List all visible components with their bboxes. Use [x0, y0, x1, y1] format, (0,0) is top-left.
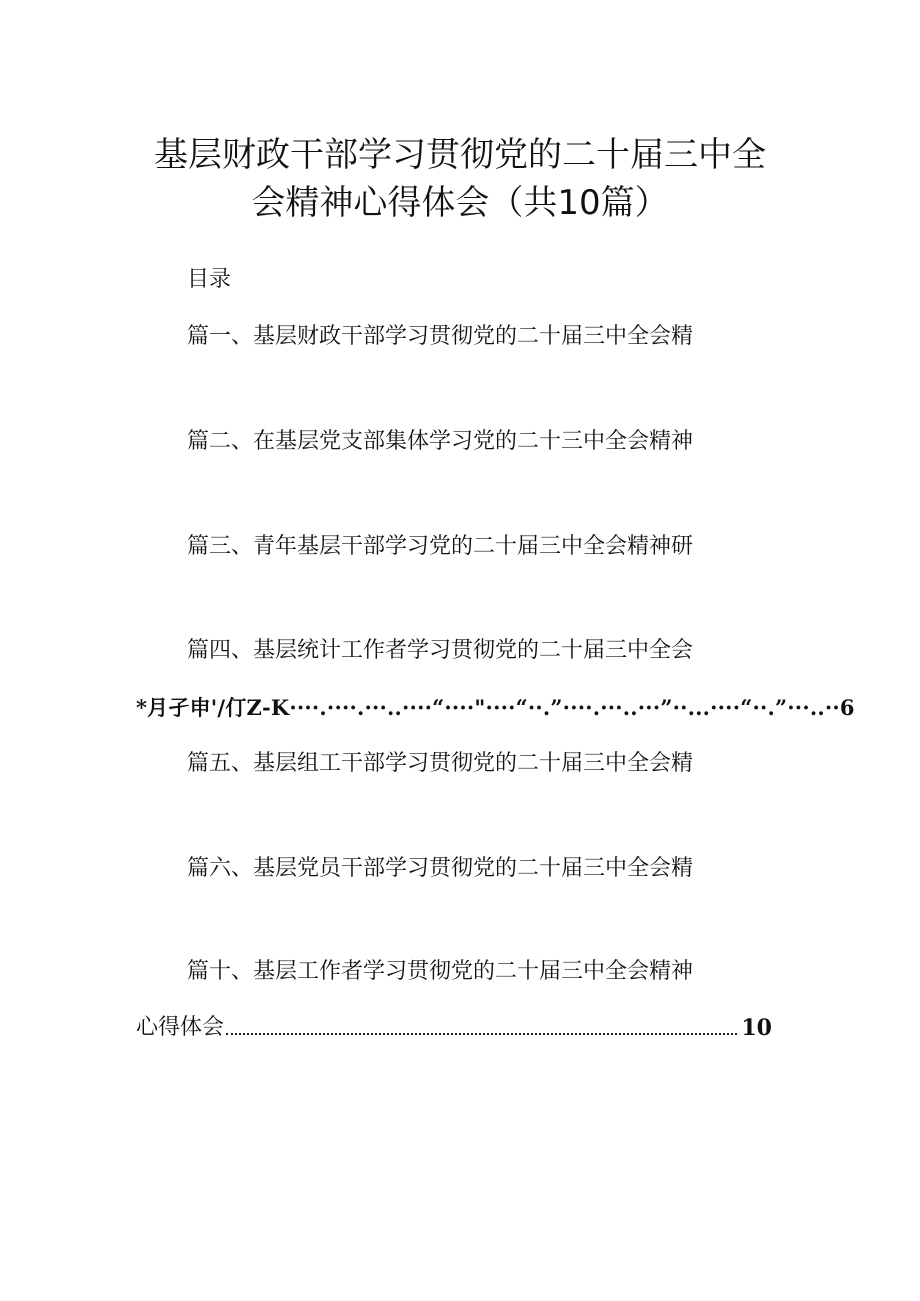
toc-entry-7[interactable]: 篇十、基层工作者学习贯彻党的二十届三中全会精神 — [187, 959, 694, 984]
toc-page-number: 10 — [741, 1015, 772, 1041]
toc-entry-5[interactable]: 篇五、基层组工干部学习贯彻党的二十届三中全会精 — [187, 751, 694, 776]
toc-entry-7-continuation[interactable] — [136, 1013, 772, 1043]
toc-entry-1[interactable]: 篇一、基层财政干部学习贯彻党的二十届三中全会精 — [187, 324, 694, 349]
document-title-line-1: 基层财政干部学习贯彻党的二十届三中全 — [154, 135, 766, 175]
toc-entry-4-continuation[interactable]: *月孑申'/仃Z-K····.····.···..····“····"····“··.”····.···..···”··...····“··.”···..··6 — [136, 695, 855, 720]
document-title-line-2: 会精神心得体会（共10篇） — [251, 183, 669, 223]
toc-entry-7-continuation-label: 心得体会 — [136, 1015, 225, 1040]
toc-heading: 目录 — [187, 267, 232, 292]
toc-entry-3[interactable]: 篇三、青年基层干部学习党的二十届三中全会精神研 — [187, 534, 694, 559]
dot-leader — [226, 1033, 737, 1035]
toc-entry-4[interactable]: 篇四、基层统计工作者学习贯彻党的二十届三中全会 — [187, 638, 694, 663]
toc-entry-2[interactable]: 篇二、在基层党支部集体学习党的二十三中全会精神 — [187, 429, 694, 454]
toc-entry-6[interactable]: 篇六、基层党员干部学习贯彻党的二十届三中全会精 — [187, 856, 694, 881]
